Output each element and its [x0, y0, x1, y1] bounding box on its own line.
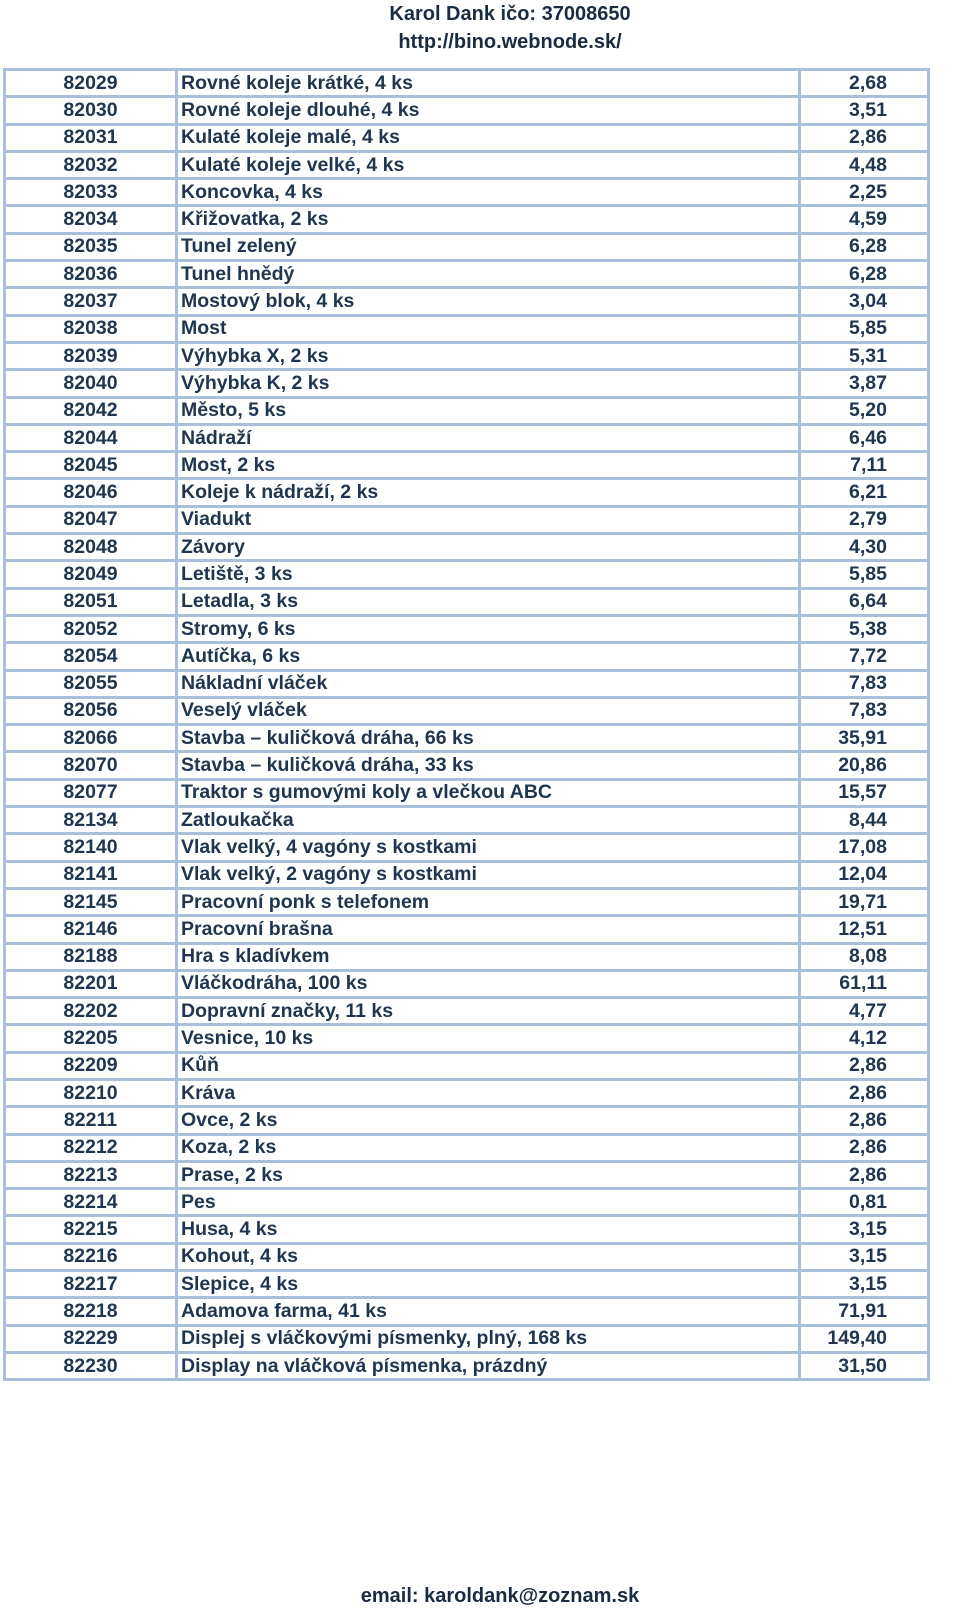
product-code: 82031	[5, 124, 177, 151]
product-name: Displej s vláčkovými písmenky, plný, 168 ks	[177, 1325, 800, 1352]
product-name: Viadukt	[177, 506, 800, 533]
product-code: 82141	[5, 861, 177, 888]
product-code: 82054	[5, 643, 177, 670]
product-price: 2,79	[800, 506, 929, 533]
product-name: Nákladní vláček	[177, 670, 800, 697]
table-row	[5, 452, 929, 479]
product-code: 82037	[5, 288, 177, 315]
product-name: Vlak velký, 2 vagóny s kostkami	[177, 861, 800, 888]
table-row	[5, 888, 929, 915]
product-price: 2,86	[800, 1161, 929, 1188]
table-row	[5, 1298, 929, 1325]
product-code: 82188	[5, 943, 177, 970]
product-code: 82040	[5, 370, 177, 397]
table-row	[5, 561, 929, 588]
product-code: 82042	[5, 397, 177, 424]
product-price: 7,83	[800, 670, 929, 697]
product-price: 5,85	[800, 561, 929, 588]
table-row	[5, 1216, 929, 1243]
product-code: 82030	[5, 97, 177, 124]
product-code: 82146	[5, 916, 177, 943]
product-code: 82212	[5, 1134, 177, 1161]
table-row	[5, 861, 929, 888]
product-name: Koncovka, 4 ks	[177, 179, 800, 206]
product-name: Letiště, 3 ks	[177, 561, 800, 588]
product-price: 5,20	[800, 397, 929, 424]
product-name: Kulaté koleje malé, 4 ks	[177, 124, 800, 151]
table-row	[5, 1107, 929, 1134]
product-code: 82210	[5, 1079, 177, 1106]
product-code: 82077	[5, 779, 177, 806]
product-name: Závory	[177, 534, 800, 561]
table-row	[5, 697, 929, 724]
table-row	[5, 834, 929, 861]
table-row	[5, 424, 929, 451]
product-price: 2,68	[800, 70, 929, 97]
table-row	[5, 943, 929, 970]
product-price: 149,40	[800, 1325, 929, 1352]
contact-email[interactable]: email: karoldank@zoznam.sk	[360, 1585, 640, 1607]
product-code: 82140	[5, 834, 177, 861]
product-name: Křižovatka, 2 ks	[177, 206, 800, 233]
product-price: 15,57	[800, 779, 929, 806]
product-name: Zatloukačka	[177, 807, 800, 834]
table-row	[5, 1079, 929, 1106]
product-name: Vláčkodráha, 100 ks	[177, 970, 800, 997]
product-price: 5,31	[800, 342, 929, 369]
product-code: 82211	[5, 1107, 177, 1134]
product-code: 82201	[5, 970, 177, 997]
product-price: 31,50	[800, 1352, 929, 1379]
table-row	[5, 779, 929, 806]
product-name: Pes	[177, 1189, 800, 1216]
product-name: Rovné koleje dlouhé, 4 ks	[177, 97, 800, 124]
product-name: Pracovní brašna	[177, 916, 800, 943]
table-row	[5, 916, 929, 943]
product-price: 35,91	[800, 725, 929, 752]
product-name: Stavba – kuličková dráha, 66 ks	[177, 725, 800, 752]
product-code: 82055	[5, 670, 177, 697]
table-row	[5, 70, 929, 97]
product-code: 82209	[5, 1052, 177, 1079]
table-row	[5, 124, 929, 151]
table-row	[5, 1052, 929, 1079]
product-code: 82051	[5, 588, 177, 615]
table-row	[5, 315, 929, 342]
product-price: 0,81	[800, 1189, 929, 1216]
product-name: Ovce, 2 ks	[177, 1107, 800, 1134]
table-row	[5, 588, 929, 615]
product-name: Letadla, 3 ks	[177, 588, 800, 615]
table-row	[5, 752, 929, 779]
product-code: 82216	[5, 1243, 177, 1270]
product-price: 7,72	[800, 643, 929, 670]
table-row	[5, 670, 929, 697]
product-code: 82033	[5, 179, 177, 206]
page-header	[0, 0, 960, 56]
product-price: 19,71	[800, 888, 929, 915]
product-code: 82049	[5, 561, 177, 588]
table-row	[5, 1161, 929, 1188]
product-price: 71,91	[800, 1298, 929, 1325]
table-row	[5, 206, 929, 233]
product-name: Kohout, 4 ks	[177, 1243, 800, 1270]
product-price: 3,04	[800, 288, 929, 315]
product-code: 82035	[5, 233, 177, 260]
product-name: Stromy, 6 ks	[177, 615, 800, 642]
table-row	[5, 233, 929, 260]
product-name: Pracovní ponk s telefonem	[177, 888, 800, 915]
product-name: Traktor s gumovými koly a vlečkou ABC	[177, 779, 800, 806]
product-price: 6,28	[800, 233, 929, 260]
table-row	[5, 1352, 929, 1379]
product-price: 5,38	[800, 615, 929, 642]
product-price: 2,25	[800, 179, 929, 206]
product-price: 8,44	[800, 807, 929, 834]
table-row	[5, 998, 929, 1025]
product-name: Mostový blok, 4 ks	[177, 288, 800, 315]
product-price: 2,86	[800, 1052, 929, 1079]
product-name: Autíčka, 6 ks	[177, 643, 800, 670]
product-name: Most, 2 ks	[177, 452, 800, 479]
product-price: 20,86	[800, 752, 929, 779]
product-name: Hra s kladívkem	[177, 943, 800, 970]
product-name: Koleje k nádraží, 2 ks	[177, 479, 800, 506]
product-code: 82045	[5, 452, 177, 479]
product-name: Město, 5 ks	[177, 397, 800, 424]
product-code: 82213	[5, 1161, 177, 1188]
table-row	[5, 397, 929, 424]
product-name: Koza, 2 ks	[177, 1134, 800, 1161]
product-price: 4,48	[800, 151, 929, 178]
table-row	[5, 1025, 929, 1052]
product-name: Kráva	[177, 1079, 800, 1106]
table-row	[5, 970, 929, 997]
product-code: 82029	[5, 70, 177, 97]
company-name: Karol Dank ičo: 37008650	[389, 3, 631, 25]
product-price: 2,86	[800, 1079, 929, 1106]
product-name: Dopravní značky, 11 ks	[177, 998, 800, 1025]
product-code: 82056	[5, 697, 177, 724]
product-price: 3,15	[800, 1216, 929, 1243]
product-price: 6,28	[800, 261, 929, 288]
table-row	[5, 615, 929, 642]
table-row	[5, 725, 929, 752]
table-row	[5, 1243, 929, 1270]
website-url[interactable]: http://bino.webnode.sk/	[398, 31, 622, 53]
product-price: 4,12	[800, 1025, 929, 1052]
table-row	[5, 288, 929, 315]
product-price: 6,46	[800, 424, 929, 451]
product-name: Vlak velký, 4 vagóny s kostkami	[177, 834, 800, 861]
product-price: 4,77	[800, 998, 929, 1025]
product-price: 3,87	[800, 370, 929, 397]
product-code: 82230	[5, 1352, 177, 1379]
product-name: Vesnice, 10 ks	[177, 1025, 800, 1052]
product-name: Tunel hnědý	[177, 261, 800, 288]
product-name: Rovné koleje krátké, 4 ks	[177, 70, 800, 97]
product-code: 82217	[5, 1271, 177, 1298]
table-row	[5, 179, 929, 206]
product-code: 82229	[5, 1325, 177, 1352]
table-row	[5, 479, 929, 506]
product-price: 7,83	[800, 697, 929, 724]
product-code: 82218	[5, 1298, 177, 1325]
product-price: 2,86	[800, 1134, 929, 1161]
product-price: 8,08	[800, 943, 929, 970]
table-row	[5, 807, 929, 834]
product-price: 5,85	[800, 315, 929, 342]
product-price: 12,51	[800, 916, 929, 943]
product-price: 4,59	[800, 206, 929, 233]
table-row	[5, 1134, 929, 1161]
table-row	[5, 534, 929, 561]
product-price: 6,64	[800, 588, 929, 615]
product-code: 82214	[5, 1189, 177, 1216]
table-row	[5, 1189, 929, 1216]
product-price: 61,11	[800, 970, 929, 997]
product-name: Husa, 4 ks	[177, 1216, 800, 1243]
price-table	[3, 68, 930, 1381]
product-code: 82034	[5, 206, 177, 233]
product-code: 82066	[5, 725, 177, 752]
product-code: 82032	[5, 151, 177, 178]
product-code: 82215	[5, 1216, 177, 1243]
product-name: Výhybka X, 2 ks	[177, 342, 800, 369]
product-name: Tunel zelený	[177, 233, 800, 260]
table-row	[5, 1325, 929, 1352]
table-row	[5, 261, 929, 288]
product-code: 82044	[5, 424, 177, 451]
product-code: 82036	[5, 261, 177, 288]
price-table-body	[5, 70, 929, 1380]
table-row	[5, 643, 929, 670]
table-row	[5, 151, 929, 178]
product-name: Prase, 2 ks	[177, 1161, 800, 1188]
product-price: 6,21	[800, 479, 929, 506]
table-row	[5, 370, 929, 397]
product-code: 82038	[5, 315, 177, 342]
table-row	[5, 97, 929, 124]
product-name: Kůň	[177, 1052, 800, 1079]
product-price: 17,08	[800, 834, 929, 861]
table-row	[5, 1271, 929, 1298]
product-price: 3,15	[800, 1271, 929, 1298]
product-code: 82134	[5, 807, 177, 834]
product-price: 2,86	[800, 124, 929, 151]
product-name: Slepice, 4 ks	[177, 1271, 800, 1298]
product-code: 82048	[5, 534, 177, 561]
product-name: Kulaté koleje velké, 4 ks	[177, 151, 800, 178]
product-name: Display na vláčková písmenka, prázdný	[177, 1352, 800, 1379]
product-name: Veselý vláček	[177, 697, 800, 724]
product-code: 82145	[5, 888, 177, 915]
product-name: Stavba – kuličková dráha, 33 ks	[177, 752, 800, 779]
product-price: 12,04	[800, 861, 929, 888]
product-price: 7,11	[800, 452, 929, 479]
product-price: 2,86	[800, 1107, 929, 1134]
product-code: 82039	[5, 342, 177, 369]
product-code: 82046	[5, 479, 177, 506]
product-name: Most	[177, 315, 800, 342]
product-name: Nádraží	[177, 424, 800, 451]
table-row	[5, 342, 929, 369]
product-code: 82205	[5, 1025, 177, 1052]
product-code: 82202	[5, 998, 177, 1025]
product-code: 82070	[5, 752, 177, 779]
product-price: 4,30	[800, 534, 929, 561]
product-code: 82047	[5, 506, 177, 533]
product-name: Adamova farma, 41 ks	[177, 1298, 800, 1325]
product-code: 82052	[5, 615, 177, 642]
product-price: 3,51	[800, 97, 929, 124]
product-price: 3,15	[800, 1243, 929, 1270]
table-row	[5, 506, 929, 533]
product-name: Výhybka K, 2 ks	[177, 370, 800, 397]
